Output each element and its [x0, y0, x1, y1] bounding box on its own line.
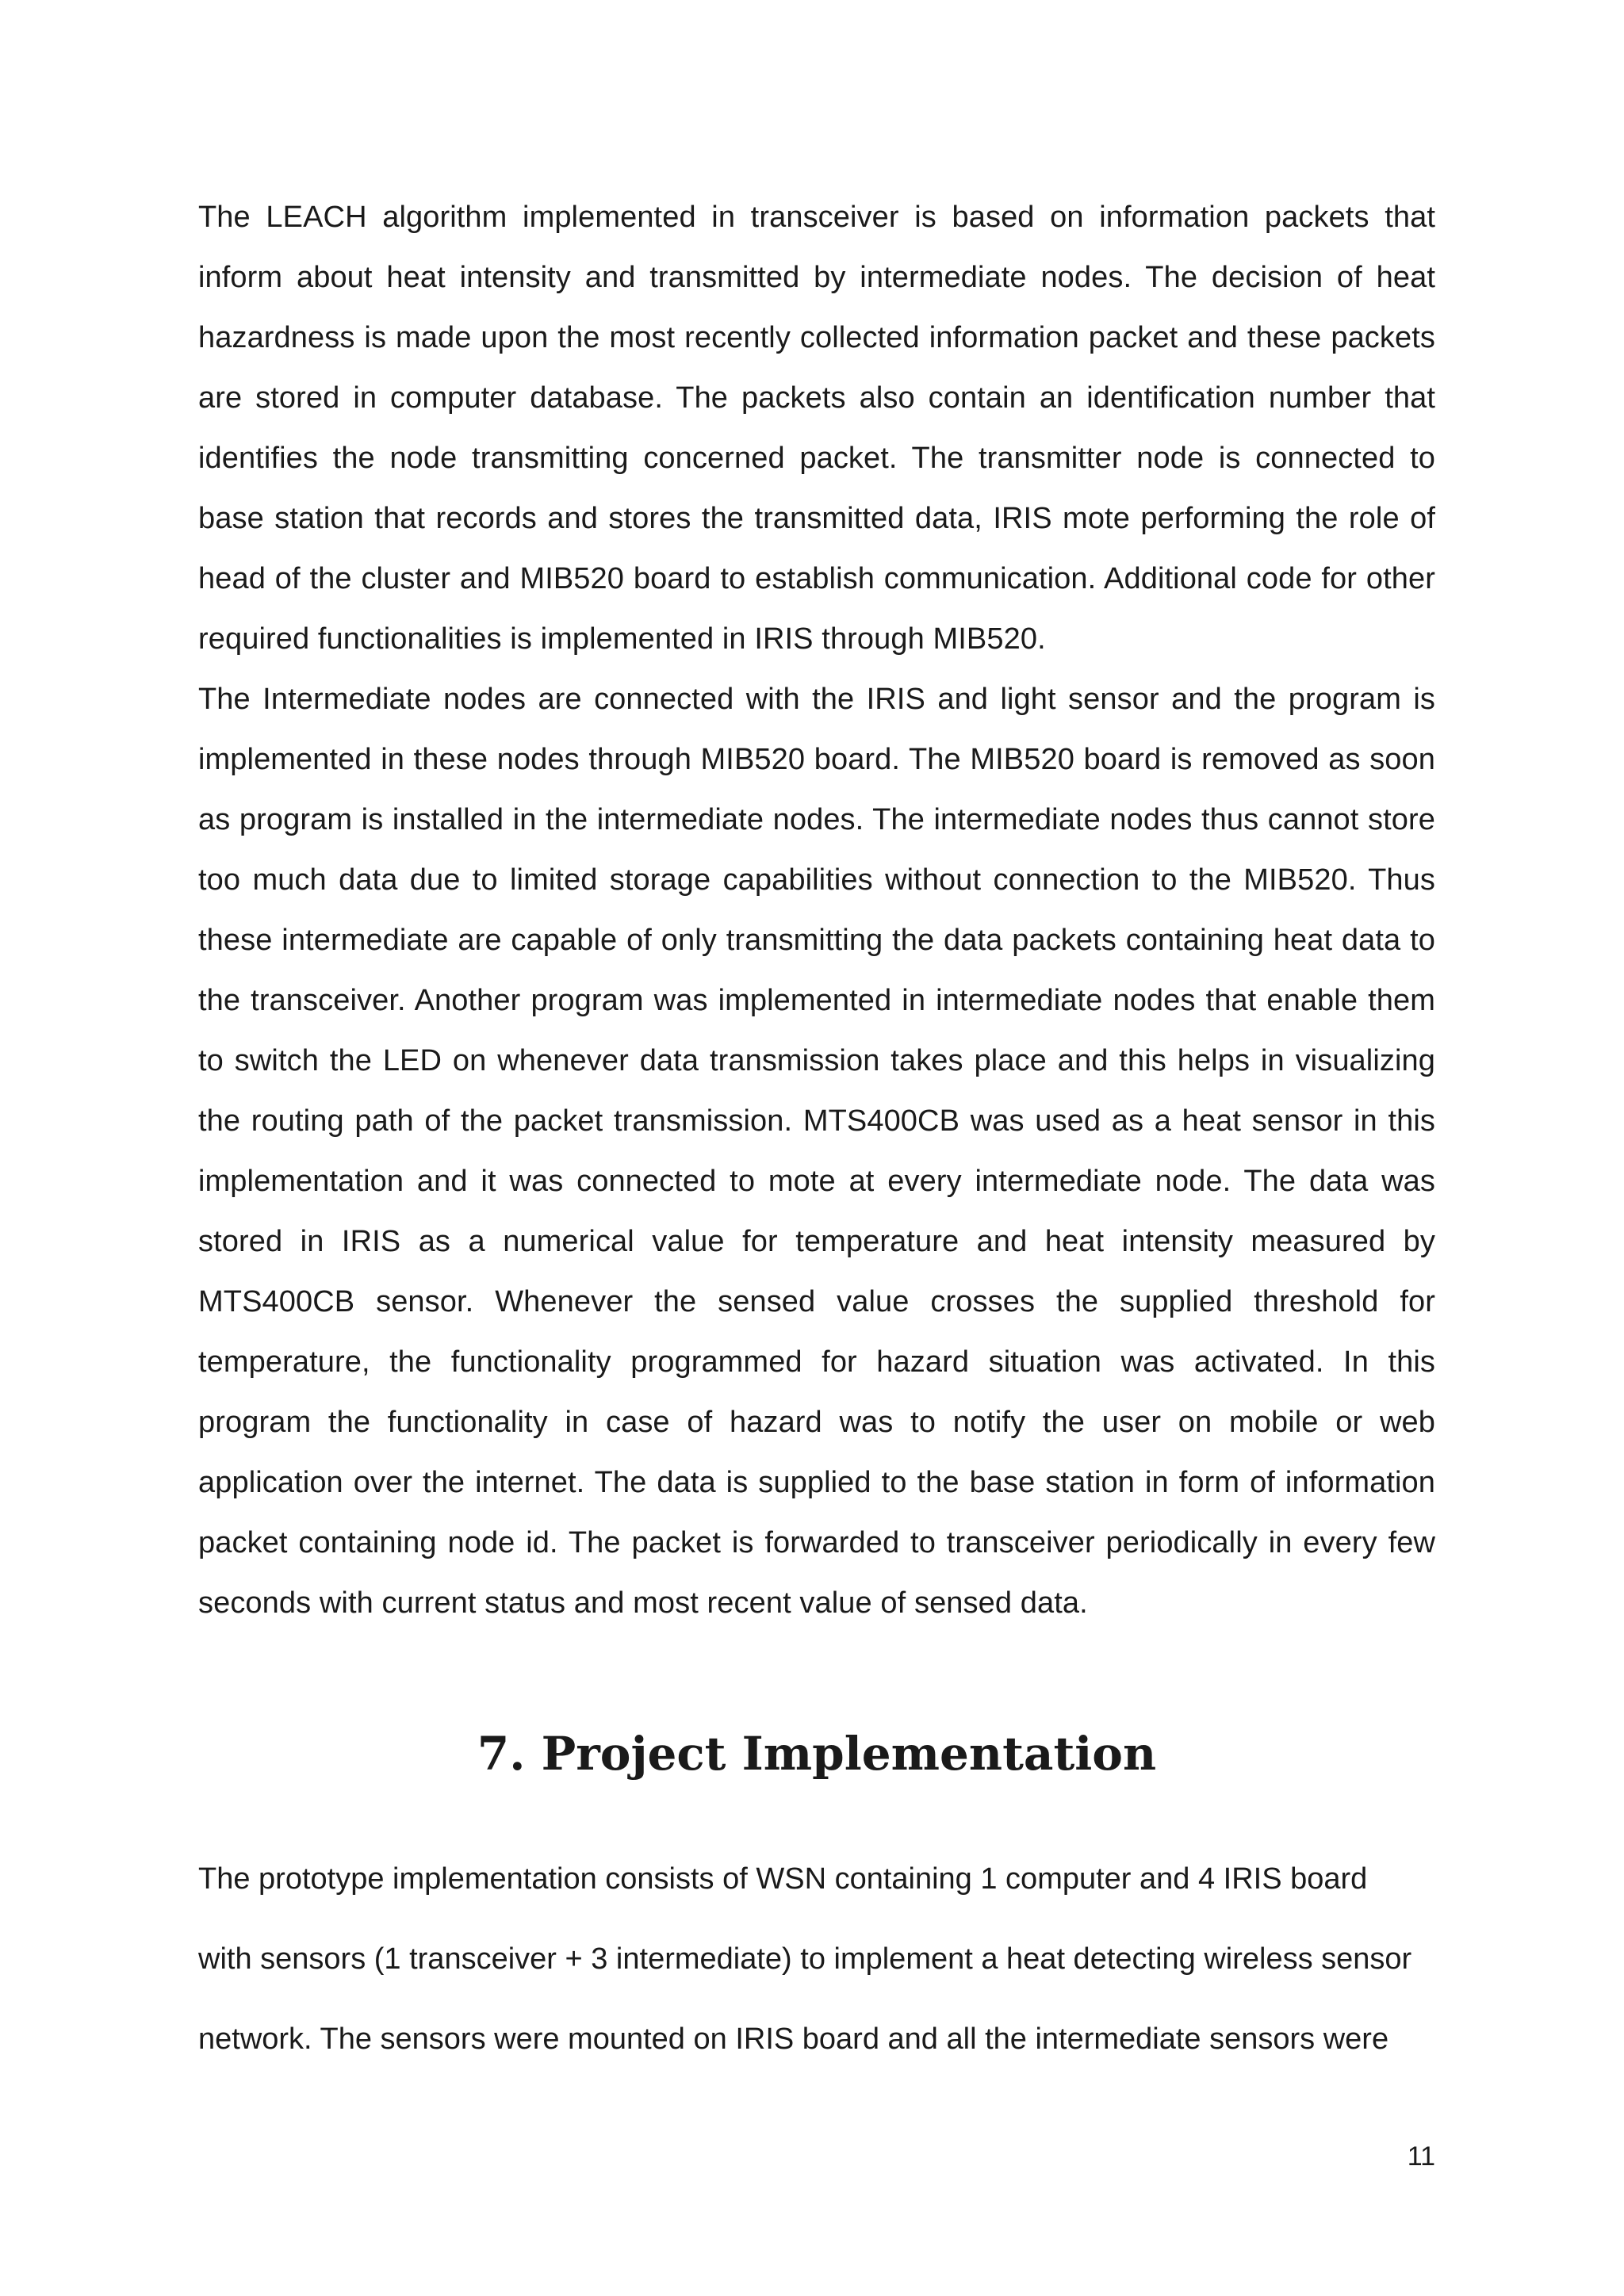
paragraph-intermediate-nodes: The Intermediate nodes are connected with the IRIS and light sensor and the program is implemented in these nodes through MIB520 board. The MIB520 board is removed as soon as program is installed in the intermediate nodes. The intermediate nodes thus cannot store too much data due to limited storage capabilities without connection to the MIB520. Thus these intermediate are capable of only transmitting the data packets containing heat data to the transceiver. Another program was implemented in intermediate nodes that enable them to switch the LED on whenever data transmission takes place and this helps in visualizing the routing path of the packet transmission. MTS400CB was used as a heat sensor in this implementation and it was connected to mote at every intermediate node. The data was stored in IRIS as a numerical value for temperature and heat intensity measured by MTS400CB sensor. Whenever the sensed value crosses the supplied threshold for temperature, the functionality programmed for hazard situation was activated. In this program the functionality in case of hazard was to notify the user on mobile or web application over the internet. The data is supplied to the base station in form of information packet containing node id. The packet is forwarded to transceiver periodically in every few seconds with current status and most recent value of sensed data.	[198, 683, 1435, 1620]
text-line: The prototype implementation consists of WSN containing 1 computer and 4 IRIS board	[198, 1862, 1368, 1896]
page-number: 11	[1407, 2141, 1435, 2172]
paragraph-leach-algorithm: The LEACH algorithm implemented in transceiver is based on information packets that inform about heat intensity and transmitted by intermediate nodes. The decision of heat hazardness is made upon the most recently collected information packet and these packets are stored in computer database. The packets also contain an identification number that identifies the node transmitting concerned packet. The transmitter node is connected to base station that records and stores the transmitted data, IRIS mote performing the role of head of the cluster and MIB520 board to establish communication. Additional code for other required functionalities is implemented in IRIS through MIB520.	[198, 201, 1435, 656]
text-line: network. The sensors were mounted on IRIS board and all the intermediate sensors were	[198, 2022, 1389, 2056]
text-line: with sensors (1 transceiver + 3 intermediate) to implement a heat detecting wireless sensor	[198, 1942, 1412, 1976]
section-heading: 7. Project Implementation	[477, 1727, 1157, 1781]
paragraph-project-implementation	[198, 1839, 1435, 2080]
